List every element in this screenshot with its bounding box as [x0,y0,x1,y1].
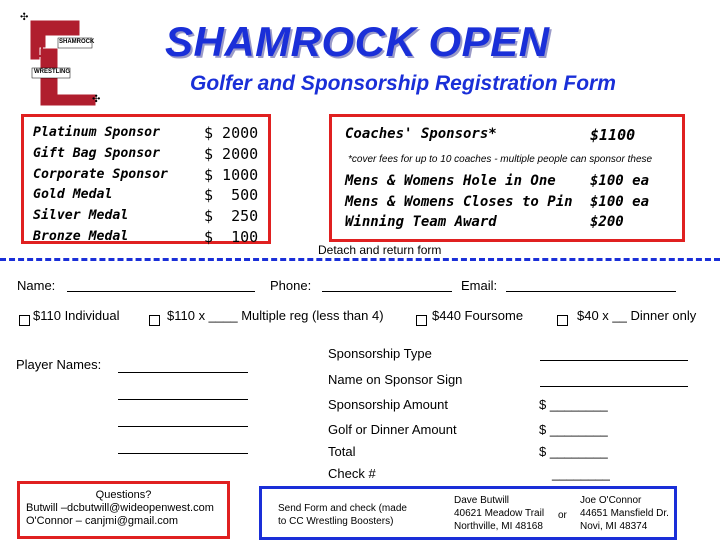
player-name-field-3[interactable] [118,426,248,427]
multiple-checkbox[interactable] [149,315,160,326]
questions-box [17,481,230,539]
level-name: Corporate Sponsor [33,166,168,182]
level-name: Bronze Medal [33,228,129,244]
svg-text:✣: ✣ [20,12,29,23]
send-instructions-1: Send Form and check (made [278,503,407,514]
svg-text:✣: ✣ [92,94,101,105]
award-name: Winning Team Award [345,214,497,230]
coaches-note: *cover fees for up to 10 coaches - multiple people can sponsor these [348,154,653,165]
detach-note: Detach and return form [318,243,442,257]
award-price: $200 [590,214,624,230]
coaches-sponsor-label: Coaches' Sponsors* [345,126,497,142]
level-price: $ 2000 [204,144,259,163]
address-butwill-city: Northville, MI 48168 [454,521,543,532]
address-butwill-name: Dave Butwill [454,495,510,506]
dinner-option: $40 x __ Dinner only [577,308,697,323]
send-instructions-2: to CC Wrestling Boosters) [278,516,394,527]
level-price: $ 2000 [204,124,259,142]
name-field[interactable] [67,291,255,292]
foursome-option: $440 Foursome [432,308,524,323]
sponsorship-amount-label: Sponsorship Amount [328,397,448,412]
dinner-checkbox[interactable] [557,315,568,326]
address-or: or [558,510,567,521]
level-price: $ 1000 [204,165,259,184]
contact-butwill: Butwill –dcbutwill@wideopenwest.com [26,502,214,514]
page-title: SHAMROCK OPEN [165,18,550,65]
check-number-field[interactable]: ________ [552,466,610,481]
golf-dinner-amount-label: Golf or Dinner Amount [328,422,457,437]
award-price: $100 ea [590,173,650,189]
address-butwill-street: 40621 Meadow Trail [454,508,545,519]
phone-field[interactable] [322,291,452,292]
total-label: Total [328,444,356,459]
cc-shamrock-logo [18,10,108,106]
questions-title: Questions? [95,489,152,501]
sponsorship-type-label: Sponsorship Type [328,346,432,361]
level-price: $ 250 [204,207,259,226]
sponsor-sign-name-field[interactable] [540,386,688,387]
player-names-label: Player Names: [16,357,102,372]
sponsorship-type-field[interactable] [540,360,688,361]
award-price: $100 ea [590,193,650,210]
award-name: Mens & Womens Closes to Pin [345,193,573,210]
address-oconnor-name: Joe O'Connor [580,495,642,506]
sponsorship-amount-field[interactable]: $ ________ [539,397,608,412]
address-oconnor-street: 44651 Mansfield Dr. [580,508,669,519]
individual-option: $110 Individual [33,308,120,323]
email-field[interactable] [506,291,676,292]
award-name: Mens & Womens Hole in One [345,173,556,189]
level-price: $ 100 [204,227,259,246]
email-label: Email: [461,278,498,293]
level-name: Platinum Sponsor [33,125,161,140]
foursome-checkbox[interactable] [416,315,427,326]
total-field[interactable]: $ ________ [539,444,608,459]
name-label: Name: [17,278,56,293]
level-name: Gift Bag Sponsor [33,145,161,161]
contact-oconnor: O'Connor – canjmi@gmail.com [26,515,179,527]
logo-text-wrestling: WRESTLING [34,69,70,75]
sponsor-sign-name-label: Name on Sponsor Sign [328,372,463,387]
address-oconnor-city: Novi, MI 48374 [580,521,648,532]
page-subtitle: Golfer and Sponsorship Registration Form [190,72,616,95]
player-name-field-1[interactable] [118,372,248,373]
detach-divider [0,258,720,261]
golf-dinner-amount-field[interactable]: $ ________ [539,422,608,437]
multiple-option: $110 x ____ Multiple reg (less than 4) [167,308,384,323]
sponsor-levels-box [21,114,271,244]
send-form-box [259,486,677,540]
coaches-sponsor-box [329,114,685,242]
check-number-label: Check # [328,466,376,481]
player-name-field-2[interactable] [118,399,248,400]
level-name: Gold Medal [33,187,113,203]
level-name: Silver Medal [33,208,129,224]
level-price: $ 500 [204,186,259,205]
player-name-field-4[interactable] [118,453,248,454]
logo-text-shamrock: SHAMROCK [59,39,95,45]
coaches-sponsor-price: $1100 [590,126,636,144]
individual-checkbox[interactable] [19,315,30,326]
phone-label: Phone: [270,278,312,293]
